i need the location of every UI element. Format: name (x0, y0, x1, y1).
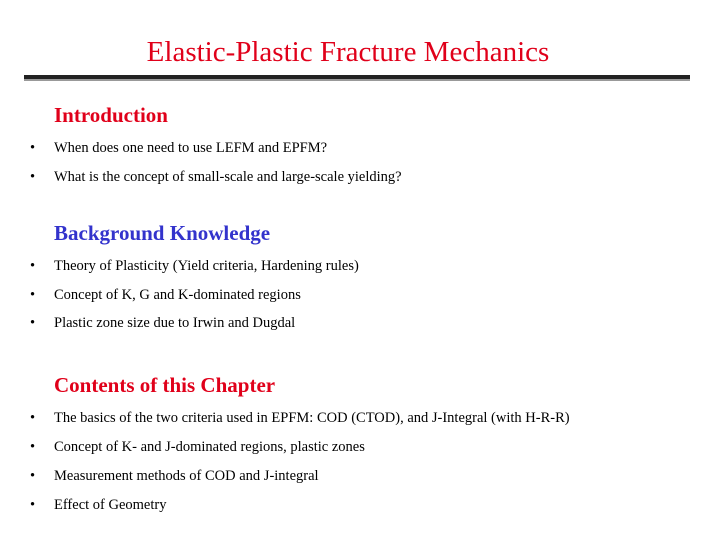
bullet-icon: • (30, 169, 36, 185)
list-item (30, 313, 295, 333)
bullet-icon: • (30, 410, 36, 426)
slide-title: Elastic-Plastic Fracture Mechanics (146, 36, 550, 68)
bullet-icon: • (30, 140, 36, 156)
list-item-text: Measurement methods of COD and J-integral (54, 468, 319, 484)
list-item-text: Concept of K- and J-dominated regions, plastic zones (54, 439, 365, 455)
bullet-icon: • (30, 315, 36, 331)
bullet-icon: • (30, 468, 36, 484)
bullet-icon: • (30, 287, 36, 303)
list-item-text: Concept of K, G and K-dominated regions (54, 287, 301, 303)
list-item-text: When does one need to use LEFM and EPFM? (54, 140, 328, 156)
list-item (30, 256, 359, 276)
list-item (30, 437, 365, 457)
list-item (30, 408, 570, 428)
section-heading-introduction: Introduction (54, 103, 168, 127)
list-item-text: The basics of the two criteria used in EPFM: COD (CTOD), and J-Integral (with H-R-R) (54, 410, 570, 426)
title-divider (24, 75, 690, 81)
list-item-text: Plastic zone size due to Irwin and Dugdal (54, 315, 296, 331)
section-heading-contents: Contents of this Chapter (54, 373, 276, 397)
list-item-text: Theory of Plasticity (Yield criteria, Hardening rules) (54, 258, 359, 274)
list-item (30, 138, 327, 158)
list-item (30, 285, 301, 305)
bullet-icon: • (30, 497, 36, 513)
list-item-text: Effect of Geometry (54, 497, 167, 513)
list-item (30, 167, 402, 187)
list-item (30, 466, 319, 486)
list-item (30, 495, 166, 515)
bullet-icon: • (30, 258, 36, 274)
list-item-text: What is the concept of small-scale and large-scale yielding? (54, 169, 402, 185)
bullet-icon: • (30, 439, 36, 455)
section-heading-background: Background Knowledge (54, 221, 271, 245)
